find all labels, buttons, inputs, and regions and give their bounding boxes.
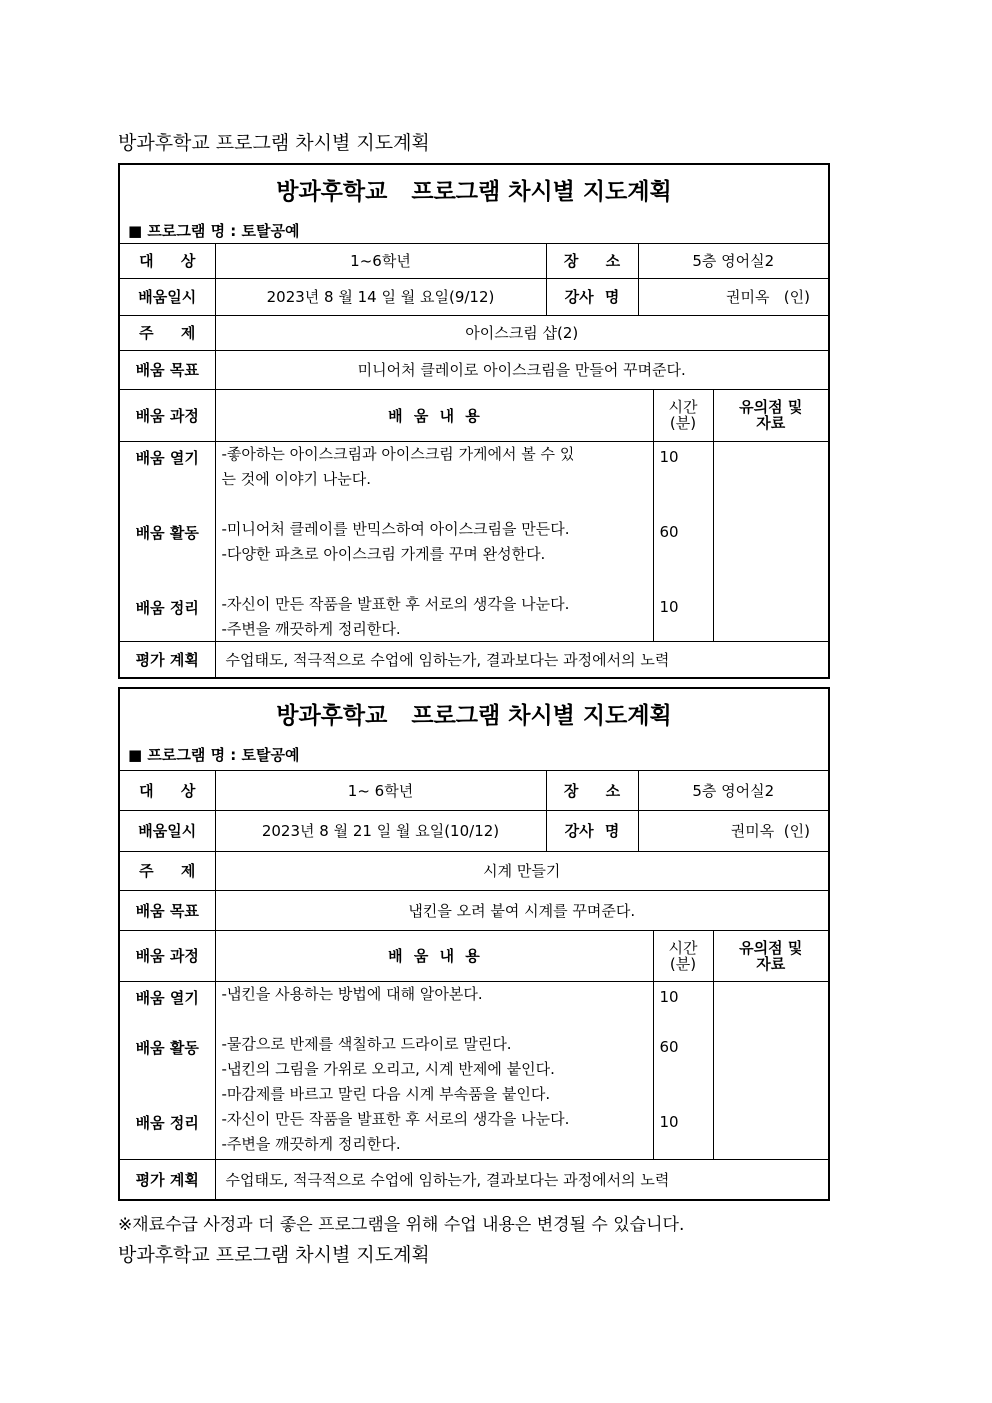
place-label: 장 소 — [546, 770, 638, 810]
eval-value: 수업태도, 적극적으로 수업에 임하는가, 결과보다는 과정에서의 노력 — [215, 641, 829, 678]
goal-value: 냅킨을 오려 붙여 시계를 꾸며준다. — [215, 890, 829, 930]
program-name: ■ 프로그램 명 : 토탈공예 — [128, 746, 300, 764]
eval-label: 평가 계획 — [119, 1159, 215, 1200]
time-label: 시간 (분) — [653, 930, 713, 981]
target-label: 대 상 — [119, 770, 215, 810]
content-line: -주변을 깨끗하게 정리한다. — [221, 619, 401, 638]
program-name: ■ 프로그램 명 : 토탈공예 — [128, 222, 300, 240]
eval-label: 평가 계획 — [119, 641, 215, 678]
target-value: 1~ 6학년 — [215, 770, 546, 810]
stage-label-wrapup: 배움 정리 — [135, 1113, 199, 1132]
teacher-value: 권미옥 (인) — [638, 278, 829, 315]
plan-title: 방과후학교 프로그램 차시별 지도계획 — [276, 703, 672, 729]
content-line: -자신이 만든 작품을 발표한 후 서로의 생각을 나눈다. — [221, 594, 570, 613]
minutes-wrapup: 10 — [659, 597, 679, 616]
bottom-heading: 방과후학교 프로그램 차시별 지도계획 — [118, 1244, 430, 1266]
stage-label-activity: 배움 활동 — [135, 523, 199, 542]
minutes-open: 10 — [659, 987, 679, 1006]
stage-label-open: 배움 열기 — [135, 988, 199, 1007]
notes-cell — [713, 981, 829, 1159]
goal-value: 미니어처 클레이로 아이스크림을 만들어 꾸며준다. — [215, 350, 829, 389]
content-line: -물감으로 반제를 색칠하고 드라이로 말린다. — [221, 1034, 512, 1053]
content-label: 배 움 내 용 — [215, 930, 653, 981]
minutes-open: 10 — [659, 447, 679, 466]
stage-labels — [119, 441, 215, 641]
plan-title: 방과후학교 프로그램 차시별 지도계획 — [276, 179, 672, 205]
stage-contents — [215, 441, 653, 641]
content-line: -좋아하는 아이스크림과 아이스크림 가게에서 볼 수 있 — [221, 444, 575, 463]
date-label: 배움일시 — [119, 810, 215, 851]
minutes-activity: 60 — [659, 522, 679, 541]
stage-contents — [215, 981, 653, 1159]
content-line: -냅킨을 사용하는 방법에 대해 알아본다. — [221, 984, 483, 1003]
content-line: -자신이 만든 작품을 발표한 후 서로의 생각을 나눈다. — [221, 1109, 570, 1128]
notes-label: 유의점 및 자료 — [713, 930, 829, 981]
target-label: 대 상 — [119, 243, 215, 278]
minutes-activity: 60 — [659, 1037, 679, 1056]
lesson-plan-table-2 — [118, 687, 830, 1201]
place-value: 5층 영어실2 — [638, 243, 829, 278]
notes-cell — [713, 441, 829, 641]
teacher-label: 강사 명 — [546, 810, 638, 851]
page-heading: 방과후학교 프로그램 차시별 지도계획 — [118, 132, 430, 154]
topic-label: 주 제 — [119, 851, 215, 890]
eval-value: 수업태도, 적극적으로 수업에 임하는가, 결과보다는 과정에서의 노력 — [215, 1159, 829, 1200]
topic-label: 주 제 — [119, 315, 215, 350]
stage-label-activity: 배움 활동 — [135, 1038, 199, 1057]
process-label: 배움 과정 — [119, 389, 215, 441]
goal-label: 배움 목표 — [119, 890, 215, 930]
content-line: -주변을 깨끗하게 정리한다. — [221, 1134, 401, 1153]
goal-label: 배움 목표 — [119, 350, 215, 389]
content-line: -냅킨의 그림을 가위로 오리고, 시계 반제에 붙인다. — [221, 1059, 555, 1078]
teacher-label: 강사 명 — [546, 278, 638, 315]
content-line: 는 것에 이야기 나눈다. — [221, 469, 371, 488]
plan-header — [119, 688, 829, 770]
stage-minutes — [653, 981, 713, 1159]
footnote: ※재료수급 사정과 더 좋은 프로그램을 위해 수업 내용은 변경될 수 있습니다. — [118, 1215, 685, 1235]
date-value: 2023년 8 월 21 일 월 요일(10/12) — [215, 810, 546, 851]
stage-label-wrapup: 배움 정리 — [135, 598, 199, 617]
topic-value: 시계 만들기 — [215, 851, 829, 890]
minutes-wrapup: 10 — [659, 1112, 679, 1131]
lesson-plan-table-1 — [118, 163, 830, 679]
time-label: 시간 (분) — [653, 389, 713, 441]
teacher-value: 권미옥 (인) — [638, 810, 829, 851]
notes-label: 유의점 및 자료 — [713, 389, 829, 441]
target-value: 1~6학년 — [215, 243, 546, 278]
stage-labels — [119, 981, 215, 1159]
content-label: 배 움 내 용 — [215, 389, 653, 441]
plan-header — [119, 164, 829, 243]
content-line: -마감제를 바르고 말린 다음 시계 부속품을 붙인다. — [221, 1084, 551, 1103]
topic-value: 아이스크림 샵(2) — [215, 315, 829, 350]
process-label: 배움 과정 — [119, 930, 215, 981]
place-label: 장 소 — [546, 243, 638, 278]
content-line: -다양한 파츠로 아이스크림 가게를 꾸며 완성한다. — [221, 544, 546, 563]
place-value: 5층 영어실2 — [638, 770, 829, 810]
date-label: 배움일시 — [119, 278, 215, 315]
date-value: 2023년 8 월 14 일 월 요일(9/12) — [215, 278, 546, 315]
stage-label-open: 배움 열기 — [135, 448, 199, 467]
stage-minutes — [653, 441, 713, 641]
content-line: -미니어처 클레이를 반믹스하여 아이스크림을 만든다. — [221, 519, 570, 538]
